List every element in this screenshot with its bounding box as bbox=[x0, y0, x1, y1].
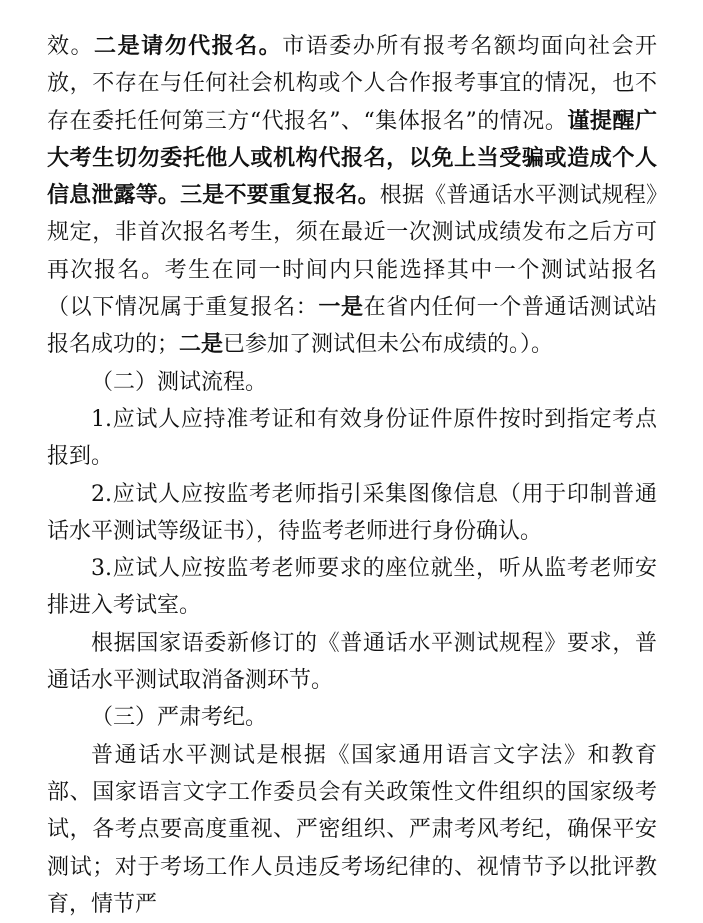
list-item-3: 3.应试人应按监考老师要求的座位就坐，听从监考老师安排进入考试室。 bbox=[47, 556, 657, 619]
paragraph-cancel-preparation: 根据国家语委新修订的《普通话水平测试规程》要求，普通话水平测试取消备测环节。 bbox=[47, 630, 657, 694]
bold-run-case-one: 一是 bbox=[318, 295, 364, 321]
bold-run-point-three: 三是不要重复报名。 bbox=[180, 183, 380, 209]
section-heading-test-process: （二）测试流程。 bbox=[91, 369, 268, 395]
text-run: 已参加了测试但未公布成绩的。）。 bbox=[223, 332, 554, 358]
bold-run-warning: 谨提醒广大考生切勿委托他人或机构代报名，以免上当受骗或造成个人信息泄露等。 bbox=[47, 108, 657, 209]
text-run: 市语委办所有报考名额均面向社会开放，不存在与任何社会机构或个人合作报考事宜的情况，也不存在委托任何第三方“代报名”、“集体报名”的情况。 bbox=[47, 34, 657, 134]
paragraph-discipline: 普通话水平测试是根据《国家通用语言文字法》和教育部、国家语言文字工作委员会有关政策性文件组织的国家级考试，各考点要高度重视、严密组织、严肃考风考纪，确保平安测试；对于考场工作人员违反考场纪律的、视情节予以批评教育，情节严 bbox=[47, 742, 657, 917]
paragraph-registration-rules bbox=[47, 28, 657, 364]
bold-run-point-two: 二是请勿代报名。 bbox=[94, 34, 283, 59]
text-run: 根据《普通话水平测试规程》规定，非首次报名考生，须在最近一次测试成绩发布之后方可再次报名。考生在同一时间内只能选择其中一个测试站报名（以下情况属于重复报名： bbox=[47, 183, 657, 321]
list-item-1: 1.应试人应持准考证和有效身份证件原件按时到指定考点报到。 bbox=[47, 406, 657, 470]
text-run: 效。 bbox=[47, 34, 95, 59]
list-item-2: 2.应试人应按监考老师指引采集图像信息（用于印制普通话水平测试等级证书），待监考老师进行身份确认。 bbox=[47, 481, 657, 544]
bold-run-case-two: 二是 bbox=[179, 332, 224, 358]
section-heading-discipline: （三）严肃考纪。 bbox=[91, 705, 268, 731]
text-run: 在省内任何一个普通话测试站报名成功的； bbox=[47, 295, 657, 358]
